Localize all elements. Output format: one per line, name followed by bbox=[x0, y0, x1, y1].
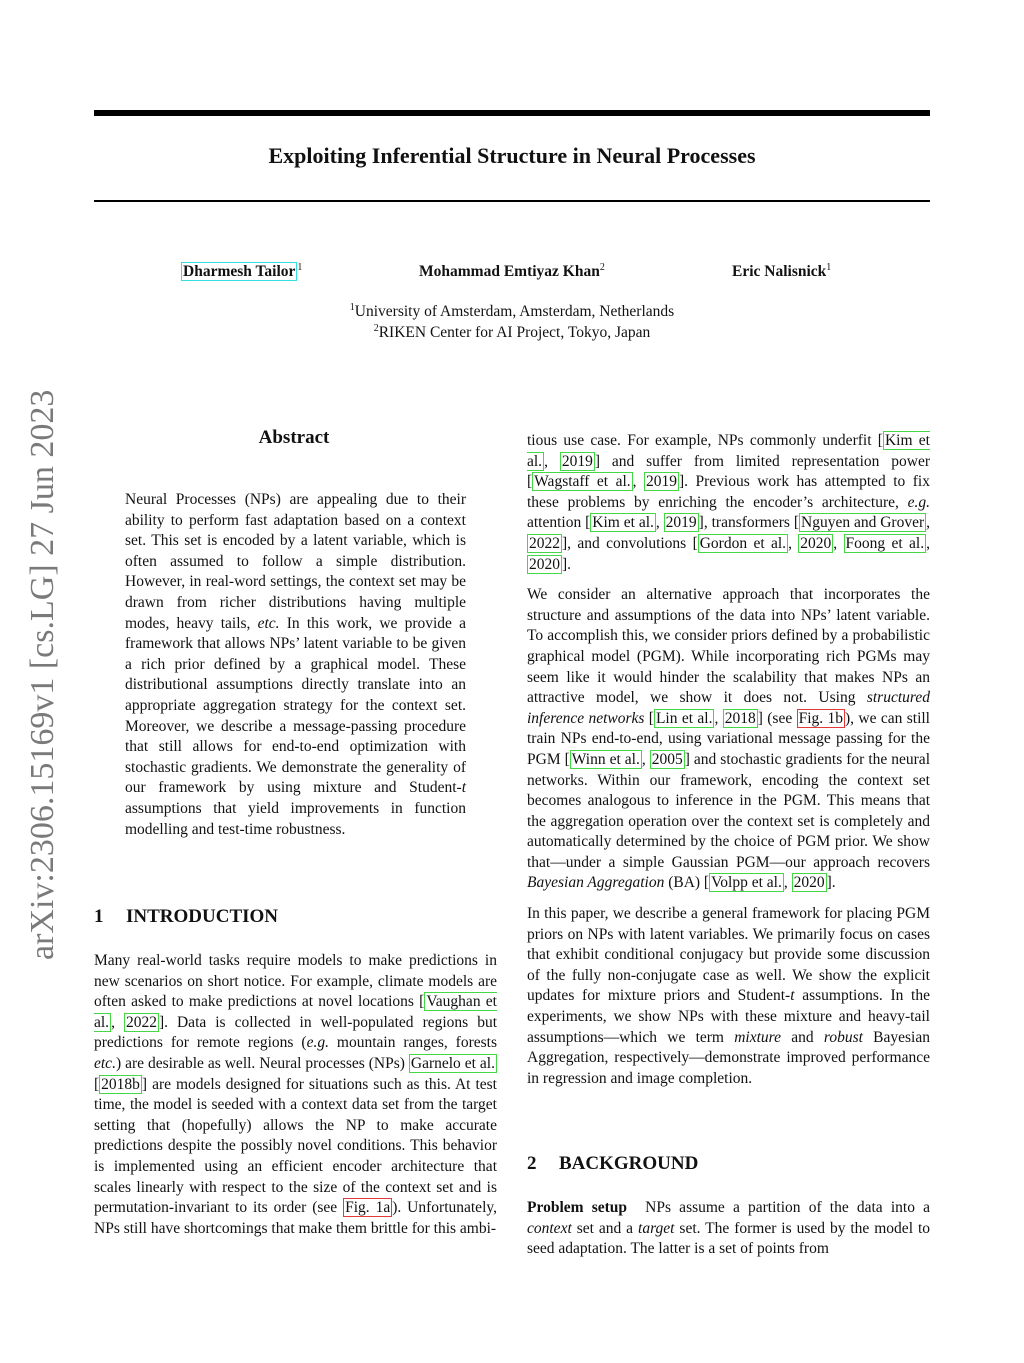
figure-ref-link[interactable]: Fig. 1a bbox=[345, 1199, 391, 1217]
citation-link[interactable]: 2019 bbox=[645, 473, 677, 491]
author-3: Eric Nalisnick$^1$ bbox=[732, 262, 832, 281]
citation-link[interactable]: 2019 bbox=[561, 452, 593, 470]
figure-ref-link[interactable]: Fig. 1b bbox=[798, 709, 844, 727]
abstract-body bbox=[125, 490, 466, 850]
citation-link[interactable]: 2019 bbox=[665, 514, 697, 532]
right-column bbox=[527, 431, 930, 1099]
citation-link[interactable]: Gordon et al. bbox=[699, 534, 787, 552]
paper-title: Exploiting Inferential Structure in Neural Processes bbox=[268, 143, 756, 168]
citation-link[interactable]: Nguyen and Grover bbox=[801, 514, 925, 532]
intro-column-left bbox=[94, 951, 497, 1249]
citation-link[interactable]: 2018b bbox=[101, 1075, 140, 1093]
author-1-name[interactable]: Dharmesh Tailor bbox=[183, 263, 296, 281]
author-2: Mohammad Emtiyaz Khan$^2$ bbox=[419, 262, 605, 281]
abstract-text: Neural Processes (NPs) are appealing due to their ability to perform fast adaptation based on a context set. This set is encoded by a latent variable, which is often assumed to follow a simple distribution. However, in real-word settings, the context set may be drawn from richer distributions having multiple modes, heavy tails, etc. In this work, we provide a framework that allows NPs’ latent variable to be given a rich prior defined by a graphical model. These distributional assumptions directly translate into an appropriate aggregation strategy for the context set. Moreover, we describe a message-passing procedure that still allows for end-to-end optimization with stochastic gradients. We demonstrate the generality of our framework by using mixture and Student-t assumptions that yield improvements in function modelling and test-time robustness. bbox=[125, 491, 466, 838]
section-heading-intro: 1 INTRODUCTION bbox=[94, 906, 279, 927]
intro-paragraph-2: We consider an alternative approach that incorporates the structure and assumptions of the data into NPs’ latent variable. To accomplish this, we consider priors defined by a probabilistic graphical model (PGM). While incorporating rich PGMs may seem like it would hinder the scalability that makes NPs an attractive model, we show it does not. Using structured inference networks [ Lin et al. , 2018 ] (see Fig. 1b ), we can still train NPs end-to-end, using variational message passing for the PGM [ Winn et al. , 2005 ] and stochastic gradients for the neural networks. Within our framework, encoding the context set becomes analogous to inference in the PGM. This means that the aggregation operation over the context set is completely and automatically determined by the choice of PGM prior. We show that—under a simple Gaussian PGM—our approach recovers Bayesian Aggregation (BA) [ Volpp et al. , 2020 ]. bbox=[527, 586, 930, 892]
citation-link[interactable]: Kim et al. bbox=[592, 514, 654, 532]
author-1[interactable]: Dharmesh Tailor $^1$ bbox=[183, 262, 303, 281]
citation-link[interactable]: 2005 bbox=[651, 750, 683, 768]
section-heading-background: 2 BACKGROUND bbox=[527, 1153, 699, 1174]
author-2-name: Mohammad Emtiyaz Khan bbox=[419, 263, 600, 281]
citation-link[interactable]: Foong et al. bbox=[845, 534, 925, 552]
top-rule bbox=[94, 110, 930, 116]
citation-link[interactable]: 2020 bbox=[800, 534, 832, 552]
author-3-name: Eric Nalisnick bbox=[732, 263, 827, 281]
arxiv-identifier[interactable]: arXiv:2306.15169v1 [cs.LG] 27 Jun 2023 bbox=[24, 389, 61, 960]
citation-link[interactable]: Lin et al. bbox=[655, 709, 713, 727]
citation-link[interactable]: Kim et al. bbox=[527, 432, 930, 470]
affiliation-2: $^2$RIKEN Center for AI Project, Tokyo, Japan bbox=[373, 323, 651, 342]
citation-link[interactable]: Vaughan et al. bbox=[94, 993, 497, 1031]
citation-link[interactable]: Garnelo et al. bbox=[410, 1054, 495, 1072]
citation-link[interactable]: Winn et al. bbox=[571, 750, 640, 768]
background-body bbox=[527, 1198, 930, 1270]
intro-paragraph-3: In this paper, we describe a general framework for placing PGM priors on NPs with latent variables. We primarily focus on cases that exhibit conditional conjugacy but provide some discussion of the fully non-conjugate case as well. We show the explicit updates for mixture priors and Student-t assumptions. In the experiments, we show NPs with these mixture and heavy-tail assumptions—which we term mixture and robust Bayesian Aggregation, respectively—demonstrate improved performance in regression and image completion. bbox=[527, 905, 930, 1087]
intro-paragraph-1-cont: tious use case. For example, NPs commonly underfit [ Kim et al. , 2019 ] and suffer from limited representation power [ Wagstaff et al. , 2019 ]. Previous work has attempted to fix these problems by enriching the encoder’s architecture, e.g. attention [ Kim et al. , 2019 ], transformers [ Nguyen and Grover , 2022 ], and convolutions [ Gordon et al. , 2020 , Foong et al. , 2020 ]. bbox=[527, 432, 931, 573]
intro-paragraph-1: Many real-world tasks require models to make predictions in new scenarios on short notice. For example, climate models are often asked to make predictions at novel locations [ Vaughan et al. , 2022 ]. Data is collected in well-populated regions but predictions for remote regions (e.g. mountain ranges, forests etc.) are desirable as well. Neural processes (NPs) Garnelo et al. [ 2018b ] are models designed for situations such as this. At test time, the model is seeded with a context data set from the target setting that (hopefully) allows the NP to make accurate predictions despite the possibly novel conditions. This behavior is implemented using an efficient encoder architecture that scales linearly with respect to the size of the context set and is permutation-invariant to its order (see Fig. 1a ). Unfortunately, NPs still have shortcomings that make them brittle for this ambi- bbox=[94, 952, 498, 1237]
background-paragraph-1: Problem setup NPs assume a partition of the data into a context set and a target set. The former is used by the model to seed adaptation. The latter is a set of points from bbox=[527, 1199, 930, 1258]
citation-link[interactable]: 2020 bbox=[793, 874, 825, 892]
affiliation-1: $^1$University of Amsterdam, Amsterdam, Netherlands bbox=[349, 302, 675, 321]
citation-link[interactable]: 2022 bbox=[125, 1013, 157, 1031]
abstract-heading: Abstract bbox=[258, 427, 330, 448]
title-rule bbox=[94, 200, 930, 202]
citation-link[interactable]: 2022 bbox=[529, 534, 560, 552]
citation-link[interactable]: 2018 bbox=[724, 709, 756, 727]
citation-link[interactable]: 2020 bbox=[529, 555, 560, 573]
citation-link[interactable]: Wagstaff et al. bbox=[534, 473, 631, 491]
citation-link[interactable]: Volpp et al. bbox=[711, 874, 782, 892]
